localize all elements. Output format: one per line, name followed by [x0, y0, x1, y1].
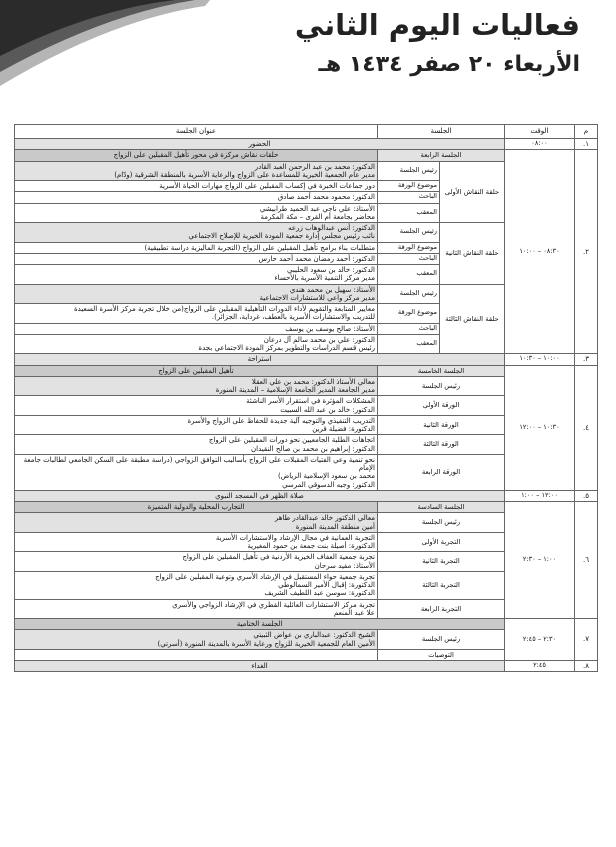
session-title: التجارب المحلية والدولية المتميزة: [15, 502, 378, 513]
session-title: حلقات نقاش مركزة في محور تأهيل المقبلين على الزواج: [15, 150, 378, 161]
table-row: [15, 365, 598, 376]
item-label: الورقة الثالثة: [377, 435, 504, 455]
row-number: ٨.: [575, 660, 598, 671]
item-detail: [15, 630, 378, 650]
detail-line: دور جماعات الخبرة في إكساب المقبلين على الزواج مهارات الحياة الأسرية: [159, 182, 375, 190]
detail-line: الأستاذ: صالح يوسف بن يوسف: [285, 324, 375, 333]
item-label: التجربة الثالثة: [377, 571, 504, 599]
row-number: ٢.: [575, 150, 598, 354]
role-detail: [15, 223, 378, 243]
item-label: التجربة الرابعة: [377, 599, 504, 619]
row-number: ٦.: [575, 502, 598, 619]
item-detail: [15, 571, 378, 599]
header-title: عنوان الجلسة: [15, 125, 378, 139]
role-label: الباحث: [377, 323, 439, 334]
item-label: التوصيات: [377, 649, 504, 660]
detail-line: نحو تنمية وعي الفتيات المقبلات على الزواج بأساليب التوافق الزواجي (دراسة مطبقة على السكن الجامعي لطالبات جامعة الإمام: [23, 455, 375, 472]
role-detail: [15, 323, 378, 334]
role-label: موضوع الورقة: [377, 242, 439, 253]
detail-line: الدكتور: محمود محمد أحمد صادق: [277, 193, 375, 202]
row-time: ١٠:٣٠ – ١٢:٠٠: [505, 365, 575, 490]
detail-line: علا عبد المنعم: [333, 608, 375, 617]
detail-line: الأستاذ: علي ناجي عبد الحميد طرابيشي: [259, 204, 375, 213]
detail-line: الدكتور: إبراهيم بن محمد بن صالح النقيدان: [251, 444, 375, 453]
role-detail: [15, 161, 378, 181]
corner-decoration: [0, 0, 210, 90]
table-row: [15, 660, 598, 671]
role-detail: [15, 334, 378, 354]
detail-line: الدكتور: خالد بن عبد الله السبيت: [280, 405, 375, 414]
detail-line: للتدريب والاستشارات الأسرية بالعطف، غرداية، الجزائر).: [211, 313, 375, 322]
item-label: الورقة الرابعة: [377, 454, 504, 490]
detail-line: مدير مركز التنمية الأسرية بالأحساء: [274, 274, 375, 283]
detail-line: الدكتور: وجيه الدسوقي المرسي: [282, 480, 375, 489]
row-time: ٢:٣٠ – ٢:٤٥: [505, 619, 575, 661]
role-detail: [15, 304, 378, 324]
row-title: الغداء: [15, 660, 505, 671]
detail-line: الدكتورة: فضيلة قرين: [312, 425, 375, 433]
role-label: المعقب: [377, 265, 439, 285]
session-title: الجلسة الختامية: [15, 619, 505, 630]
session-title: تأهيل المقبلين على الزواج: [15, 365, 378, 376]
schedule-table: [14, 124, 598, 672]
role-detail: [15, 253, 378, 264]
role-label: المعقب: [377, 203, 439, 223]
item-detail: [15, 599, 378, 619]
session-name: الجلسة السادسة: [377, 502, 504, 513]
role-label: المعقب: [377, 334, 439, 354]
detail-line: الدكتور: علي بن محمد سالم آل درعان: [263, 335, 375, 344]
item-detail: [15, 532, 378, 552]
row-title: صلاة الظهر في المسجد النبوي: [15, 490, 505, 501]
row-time: ٠٨:٠٠: [505, 139, 575, 150]
role-detail: [15, 192, 378, 203]
row-number: ٤.: [575, 365, 598, 490]
session-name: الجلسة الرابعة: [377, 150, 504, 161]
item-label: رئيس الجلسة: [377, 630, 504, 650]
row-number: ١.: [575, 139, 598, 150]
detail-line: الدكتورة: سوسن عبد اللطيف الشريف: [264, 589, 375, 598]
item-label: الورقة الأولى: [377, 396, 504, 416]
detail-line: مدير الجامعة المدير الجامعة الإسلامية – المدينة المنورة: [215, 386, 375, 394]
detail-line: أمين منطقة المدينة المنورة: [295, 522, 375, 531]
row-time: ١٢:٠٠ – ١:٠٠: [505, 490, 575, 501]
table-row: [15, 139, 598, 150]
item-detail: [15, 552, 378, 572]
page-subtitle: الأربعاء ٢٠ صفر ١٤٣٤ هـ: [318, 52, 580, 77]
detail-line: رئيس قسم الدراسات والتطوير بمركز المودة الاجتماعي بجدة: [198, 344, 375, 352]
table-row: [15, 502, 598, 513]
detail-line: محاضر بجامعة أم القرى – مكة المكرمة: [260, 212, 375, 221]
header-time: الوقت: [505, 125, 575, 139]
item-detail: [15, 454, 378, 490]
item-detail: [15, 376, 378, 396]
item-detail: [15, 415, 378, 435]
header-num: م: [575, 125, 598, 139]
item-detail: [15, 649, 378, 660]
detail-line: معايير المتابعة والتقويم لأداء الدورات التأهيلية المقبلين على الزواج(من خلال تجربة مركز الأسرة السعيدة: [74, 305, 375, 313]
item-label: رئيس الجلسة: [377, 376, 504, 396]
role-detail: [15, 284, 378, 304]
detail-line: الأستاذ: مفيد سرحان: [314, 561, 375, 570]
role-label: موضوع الورقة: [377, 304, 439, 324]
detail-line: معالي الدكتور خالد عبدالقادر طاهر: [274, 514, 375, 523]
table-row: [15, 354, 598, 365]
row-time: ٢:٤٥: [505, 660, 575, 671]
item-label: التجربة الثانية: [377, 552, 504, 572]
role-label: رئيس الجلسة: [377, 161, 439, 181]
role-detail: [15, 181, 378, 192]
detail-line: التدريب التنفيذي والتوجيه آلية جديدة للحفاظ على الزواج والأسرة: [187, 416, 375, 425]
detail-line: متطلبات بناء برامج تأهيل المقبلين على الزواج (التجربة الماليزية دراسة تطبيقية): [144, 243, 375, 252]
item-label: الورقة الثانية: [377, 415, 504, 435]
role-label: رئيس الجلسة: [377, 223, 439, 243]
role-label: موضوع الورقة: [377, 181, 439, 192]
detail-line: الدكتور: أحمد رمضان محمد أحمد حارس: [258, 254, 375, 263]
row-title: الحضور: [15, 139, 505, 150]
row-time: ٠٨:٣٠ – ١٠:٠٠: [505, 150, 575, 354]
detail-line: مدير عام الجمعية الخيرية للمساعدة على الزواج والرعاية الأسرية بالمنطقة الشرقية (ودّام): [114, 170, 375, 179]
detail-line: الدكتورة: أصيلة بنت جمعة بن حمود المغيرية: [247, 542, 375, 550]
detail-line: اتجاهات الطلبة الجامعيين نحو دورات المقبلين على الزواج: [208, 436, 375, 445]
role-label: الباحث: [377, 253, 439, 264]
role-detail: [15, 242, 378, 253]
row-number: ٣.: [575, 354, 598, 365]
detail-line: تجربة مركز الاستشارات العائلية القطري في الإرشاد الزواجي والأسري: [172, 600, 375, 609]
detail-line: التجربة العمانية في مجال الإرشاد والاستشارات الأسرية: [215, 533, 375, 542]
row-number: ٧.: [575, 619, 598, 661]
header-session: الجلسة: [377, 125, 504, 139]
detail-line: معالي الأستاذ الدكتور: محمد بن علي العقلا: [251, 377, 375, 386]
table-header-row: [15, 125, 598, 139]
role-detail: [15, 265, 378, 285]
row-time: ١٠:٠٠ – ١٠:٣٠: [505, 354, 575, 365]
row-title: استراحة: [15, 354, 505, 365]
detail-line: الأمين العام للجمعية الخيرية للزواج ورعاية الأسرة بالمدينة المنورة (أسرتي): [157, 639, 375, 648]
detail-line: الدكتور: محمد بن عبد الرحمن العبد القادر: [254, 162, 375, 171]
page-title: فعاليات اليوم الثاني: [294, 8, 580, 42]
table-row: [15, 619, 598, 630]
table-row: [15, 150, 598, 161]
circle-name: حلقة النقاش الثانية: [440, 223, 505, 285]
detail-line: الدكتور: أنس عبدالوهاب زرعه: [288, 224, 375, 232]
detail-line: تجربة جمعية حواء المستقبل في الإرشاد الأسري وتوعية المقبلين على الزواج: [155, 572, 375, 581]
detail-line: الدكتورة: إقبال الأمير السمالوطي: [278, 581, 375, 589]
detail-line: مدير مركز واعي للاستشارات الاجتماعية: [259, 293, 375, 302]
detail-line: محمد بن سعود الإسلامية الرياض): [278, 472, 375, 481]
row-time: ١:٠٠ – ٢:٣٠: [505, 502, 575, 619]
detail-line: الدكتور: خالد بن سعود الحليبي: [287, 266, 375, 274]
circle-name: حلقة النقاش الثالثة: [440, 284, 505, 354]
role-label: الباحث: [377, 192, 439, 203]
row-number: ٥.: [575, 490, 598, 501]
circle-name: حلقة النقاش الأولى: [440, 161, 505, 223]
role-label: رئيس الجلسة: [377, 284, 439, 304]
detail-line: المشكلات المؤثرة في استقرار الأسر الناشئة: [246, 397, 375, 406]
item-detail: [15, 396, 378, 416]
item-detail: [15, 435, 378, 455]
role-detail: [15, 203, 378, 223]
item-label: التجربة الأولى: [377, 532, 504, 552]
detail-line: الشيخ الدكتور: عبدالباري بن عواض الثبيتي: [253, 631, 375, 640]
detail-line: نائب رئيس مجلس إدارة جمعية المودة الخيرية للإصلاح الاجتماعي: [188, 232, 375, 241]
item-label: رئيس الجلسة: [377, 513, 504, 533]
detail-line: تجربة جمعية العفاف الخيرية الأردنية في تأهيل المقبلين على الزواج: [182, 553, 375, 562]
item-detail: [15, 513, 378, 533]
detail-line: الأستاذ: سهيل بن محمد هندي: [289, 285, 375, 294]
table-row: [15, 490, 598, 501]
session-name: الجلسة الخامسة: [377, 365, 504, 376]
